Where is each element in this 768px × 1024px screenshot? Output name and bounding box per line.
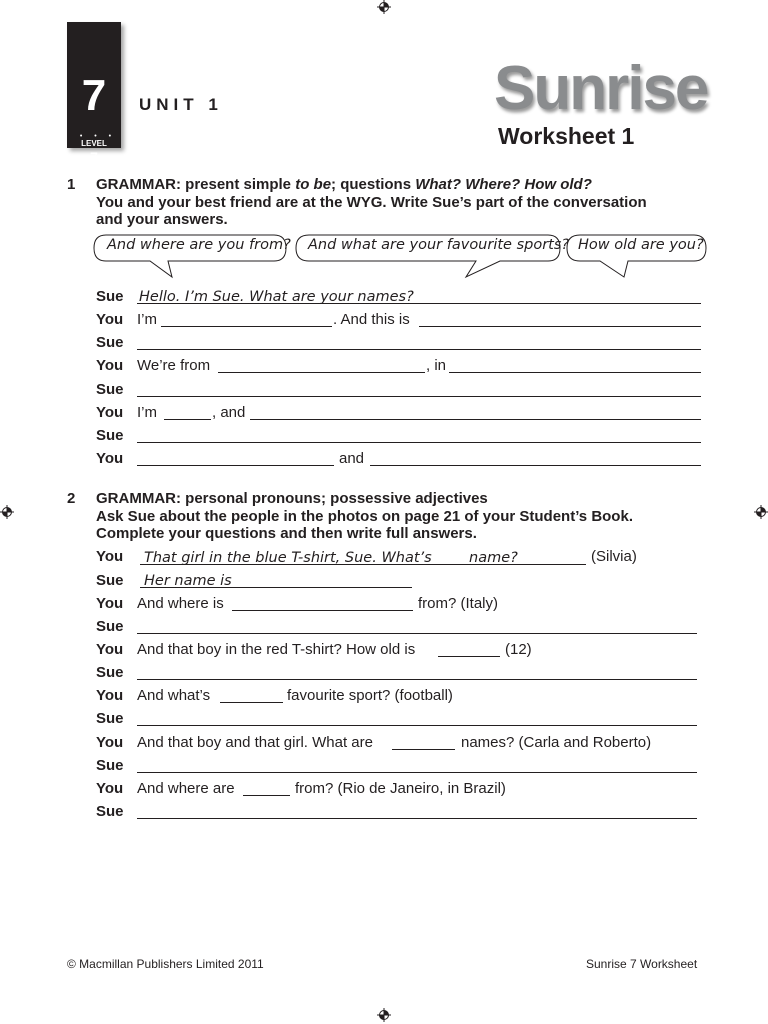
prompt-text: I’m [137,311,157,328]
level-small-number: 7 [90,149,98,165]
answer-line[interactable] [137,772,697,773]
speaker-label: Sue [96,427,124,444]
prompt-text: from? (Italy) [418,595,499,612]
prompt-text: , in [426,357,447,374]
answer-line[interactable] [161,326,332,327]
registration-mark-icon [0,505,14,519]
speaker-label: Sue [96,664,124,681]
answer-line[interactable] [218,372,425,373]
answer-line[interactable] [137,349,701,350]
prompt-text: , and [212,404,246,421]
speaker-label: Sue [96,334,124,351]
speaker-label: Sue [96,288,124,305]
speaker-label: You [96,687,124,704]
prompt-text: favourite sport? (football) [287,687,453,704]
brand-logo: Sunrise [494,54,708,123]
answer-line[interactable] [220,702,283,703]
section-2-heading [96,490,716,543]
answer-line[interactable] [449,372,701,373]
handwritten-answer: name? [469,550,518,566]
prompt-text: And where are [137,780,235,797]
answer-line[interactable] [137,818,697,819]
level-dots: • • • [79,133,117,140]
footer-copyright: © Macmillan Publishers Limited 2011 [67,957,264,971]
prompt-text: (12) [505,641,532,658]
heading-italic: What? Where? How old? [415,176,592,193]
section-1-number: 1 [67,176,76,193]
answer-line[interactable] [137,465,334,466]
speaker-label: You [96,450,124,467]
speaker-label: You [96,548,124,565]
answer-line[interactable] [419,326,701,327]
prompt-text: names? (Carla and Roberto) [461,734,652,751]
bubble-text: And where are you from? [107,237,291,253]
prompt-text: (Silvia) [591,548,637,565]
registration-mark-icon [754,505,768,519]
speaker-label: You [96,734,124,751]
answer-line[interactable] [137,396,701,397]
speaker-label: You [96,595,124,612]
registration-mark-icon [377,0,391,14]
prompt-text: And that boy and that girl. What are [137,734,373,751]
handwritten-answer: Hello. I’m Sue. What are your names? [139,289,414,305]
answer-line[interactable] [137,633,697,634]
prompt-text: And that boy in the red T-shirt? How old is [137,641,416,658]
footer-series: Sunrise 7 Worksheet [586,957,698,971]
answer-line[interactable] [137,725,697,726]
bubble-text: How old are you? [578,237,704,253]
handwritten-answer: Her name is [144,573,232,589]
answer-line[interactable] [232,610,413,611]
prompt-text: and [339,450,365,467]
prompt-text: I’m [137,404,157,421]
answer-line[interactable] [140,564,586,565]
section-2-number: 2 [67,490,76,507]
answer-line[interactable] [370,465,701,466]
speaker-label: Sue [96,710,124,727]
speaker-label: Sue [96,803,124,820]
prompt-text: We’re from [137,357,211,374]
section-2-instruction: Ask Sue about the people in the photos on page 21 of your Student’s Book. [96,507,633,525]
heading-text: GRAMMAR: present simple [96,176,296,193]
section-2-instruction: Complete your questions and then write full answers. [96,525,477,542]
prompt-text: from? (Rio de Janeiro, in Brazil) [295,780,506,797]
worksheet-title: Worksheet 1 [498,123,635,149]
answer-line[interactable] [250,419,701,420]
answer-line[interactable] [438,656,500,657]
handwritten-answer: That girl in the blue T-shirt, Sue. What’s [144,550,432,566]
prompt-text: . And this is [333,311,410,328]
speaker-label: Sue [96,381,124,398]
section-1-heading [96,176,716,229]
answer-line[interactable] [140,587,412,588]
registration-mark-icon [377,1008,391,1022]
answer-line[interactable] [392,749,455,750]
speaker-label: You [96,641,124,658]
speaker-label: Sue [96,572,124,589]
heading-text: ; questions [331,176,416,193]
speaker-label: You [96,311,124,328]
speaker-label: You [96,780,124,797]
speaker-label: You [96,357,124,374]
level-tab [67,22,121,165]
prompt-text: And what’s [137,687,211,704]
speaker-label: You [96,404,124,421]
prompt-text: And where is [137,595,224,612]
speaker-label: Sue [96,757,124,774]
answer-line[interactable] [137,679,697,680]
answer-line[interactable] [137,303,701,304]
section-1-instruction: You and your best friend are at the WYG. Write Sue’s part of the conversation [96,193,647,211]
unit-label: UNIT 1 [139,95,223,114]
bubble-text: And what are your favourite sports? [308,237,570,253]
speaker-label: Sue [96,618,124,635]
answer-line[interactable] [164,419,211,420]
answer-line[interactable] [243,795,290,796]
section-1-instruction: and your answers. [96,211,228,228]
level-label: LEVEL [81,139,107,148]
answer-line[interactable] [137,442,701,443]
level-number: 7 [81,71,107,120]
heading-italic: to be [295,176,332,193]
heading-text: GRAMMAR: personal pronouns; possessive adjectives [96,490,488,507]
